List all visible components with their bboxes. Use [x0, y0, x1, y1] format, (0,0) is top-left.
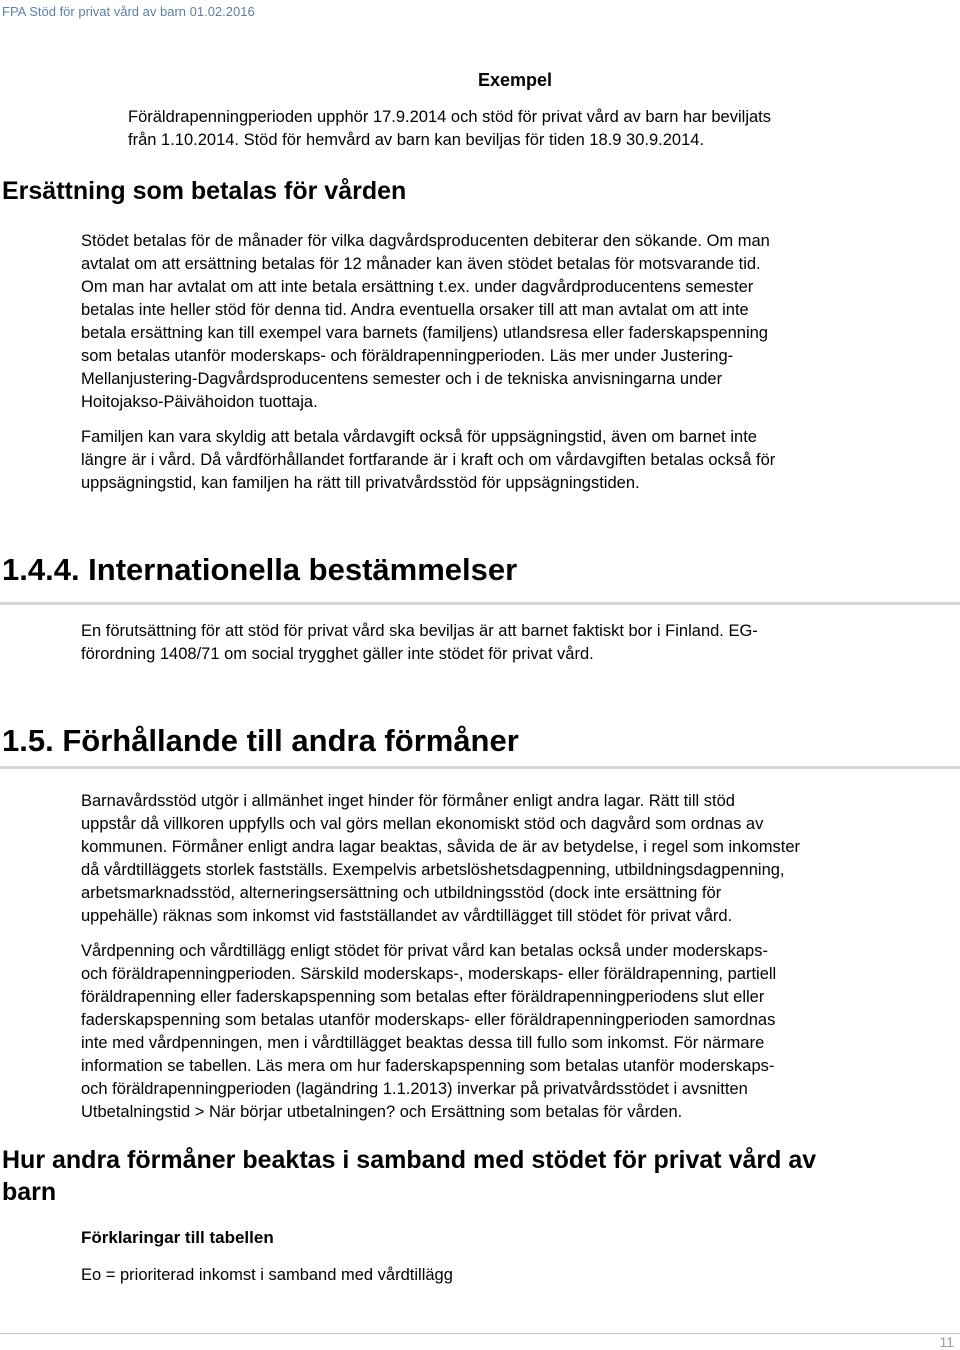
- heading-forhallande: 1.5. Förhållande till andra förmåner: [2, 723, 519, 758]
- text-line: Stödet betalas för de månader för vilka dagvårdsproducenten debiterar den sökande. Om man: [81, 232, 770, 250]
- footer-divider: [0, 1333, 960, 1334]
- text-line: inte med vårdpenningen, men i vårdtillägget beaktas dessa till fullo som inkomst. För närmare: [81, 1034, 765, 1052]
- paragraph-forhallande-2: [81, 940, 776, 1124]
- text-line: Föräldrapenningperioden upphör 17.9.2014 och stöd för privat vård av barn har beviljats: [128, 108, 771, 126]
- text-line: faderskapspenning som betalas utanför moderskaps- eller föräldrapenningperioden samordnas: [81, 1011, 776, 1029]
- definition-eo: [81, 1264, 453, 1287]
- text-line: och föräldrapenningperioden (lagändring 1.1.2013) inverkar på privatvårdsstödet i avsnitten: [81, 1080, 748, 1098]
- example-label: Exempel: [478, 70, 553, 90]
- example-text: [128, 106, 771, 152]
- text-line: Utbetalningstid > När börjar utbetalningen? och Ersättning som betalas för vården.: [81, 1103, 683, 1121]
- text-line: uppsägningstid, kan familjen ha rätt till privatvårdsstöd för uppsägningstiden.: [81, 474, 640, 492]
- text-line: Om man har avtalat om att inte betala ersättning t.ex. under dagvårdproducentens semester: [81, 278, 754, 296]
- text-line: kommunen. Förmåner enligt andra lagar beaktas, såvida de är av betydelse, i regel som inkomster: [81, 838, 801, 856]
- page-number: 11: [939, 1334, 954, 1350]
- heading-ersattning: Ersättning som betalas för vården: [2, 177, 407, 205]
- paragraph-ersattning-1: [81, 230, 770, 414]
- text-line: information se tabellen. Läs mera om hur faderskapspenning som betalas utanför moderskaps-: [81, 1057, 775, 1075]
- text-line: arbetsmarknadsstöd, alterneringsersättning och utbildningsstöd (dock inte ersättning för: [81, 884, 722, 902]
- text-line: Mellanjustering-Dagvårdsproducentens semester och i de tekniska anvisningarna under: [81, 370, 723, 388]
- text-line: och föräldrapenningperioden. Särskild moderskaps-, moderskaps- eller föräldrapenning, partiell: [81, 965, 777, 983]
- text-line: avtalat om att ersättning betalas för 12 månader kan även stödet betalas för motsvarande tid.: [81, 255, 761, 273]
- text-line: förordning 1408/71 om social trygghet gäller inte stödet för privat vård.: [81, 645, 594, 663]
- text-line: från 1.10.2014. Stöd för hemvård av barn kan beviljas för tiden 18.9 30.9.2014.: [128, 131, 705, 149]
- document-header-title: FPA Stöd för privat vård av barn 01.02.2016: [2, 4, 255, 19]
- heading-internationella: 1.4.4. Internationella bestämmelser: [2, 552, 518, 587]
- paragraph-ersattning-2: [81, 426, 775, 495]
- heading-line: barn: [2, 1178, 57, 1206]
- paragraph-forhallande-1: [81, 790, 800, 928]
- text-line: betala ersättning kan till exempel vara barnets (familjens) utlandsresa eller faderskapspenning: [81, 324, 768, 342]
- text-line: betalas inte heller stöd för denna tid. Andra eventuella orsaker till att man avtalat om att inte: [81, 301, 749, 319]
- heading-hur-andra-formaner: [2, 1144, 816, 1208]
- text-line: uppehälle) räknas som inkomst vid fastställandet av vårdtillägget till stödet för privat vård.: [81, 907, 733, 925]
- text-line: uppstår då villkoren uppfylls och val görs mellan ekonomiskt stöd och dagvård som ordnas av: [81, 815, 764, 833]
- text-line: Hoitojakso-Päivähoidon tuottaja.: [81, 393, 318, 411]
- text-line: Barnavårdsstöd utgör i allmänhet inget hinder för förmåner enligt andra lagar. Rätt till stöd: [81, 792, 735, 810]
- text-line: En förutsättning för att stöd för privat vård ska beviljas är att barnet faktiskt bor i Finland. EG-: [81, 622, 758, 640]
- subheading-forklaringar: Förklaringar till tabellen: [81, 1228, 274, 1247]
- text-line: som betalas utanför moderskaps- och föräldrapenningperioden. Läs mer under Justering-: [81, 347, 734, 365]
- text-line: Vårdpenning och vårdtillägg enligt stödet för privat vård kan betalas också under moderskaps-: [81, 942, 768, 960]
- text-line: Familjen kan vara skyldig att betala vårdavgift också för uppsägningstid, även om barnet inte: [81, 428, 757, 446]
- heading-divider: [0, 766, 960, 769]
- paragraph-internationella: [81, 620, 758, 666]
- text-line: då vårdtilläggets storlek fastställs. Exempelvis arbetslöshetsdagpenning, utbildningsdagpenning,: [81, 861, 785, 879]
- heading-divider: [0, 602, 960, 605]
- text-line: Eo = prioriterad inkomst i samband med vårdtillägg: [81, 1266, 453, 1284]
- text-line: föräldrapenning eller faderskapspenning som betalas efter föräldrapenningperiodens slut eller: [81, 988, 765, 1006]
- heading-line: Hur andra förmåner beaktas i samband med stödet för privat vård av: [2, 1146, 817, 1174]
- text-line: längre är i vård. Då vårdförhållandet fortfarande är i kraft och om vårdavgiften betalas också för: [81, 451, 776, 469]
